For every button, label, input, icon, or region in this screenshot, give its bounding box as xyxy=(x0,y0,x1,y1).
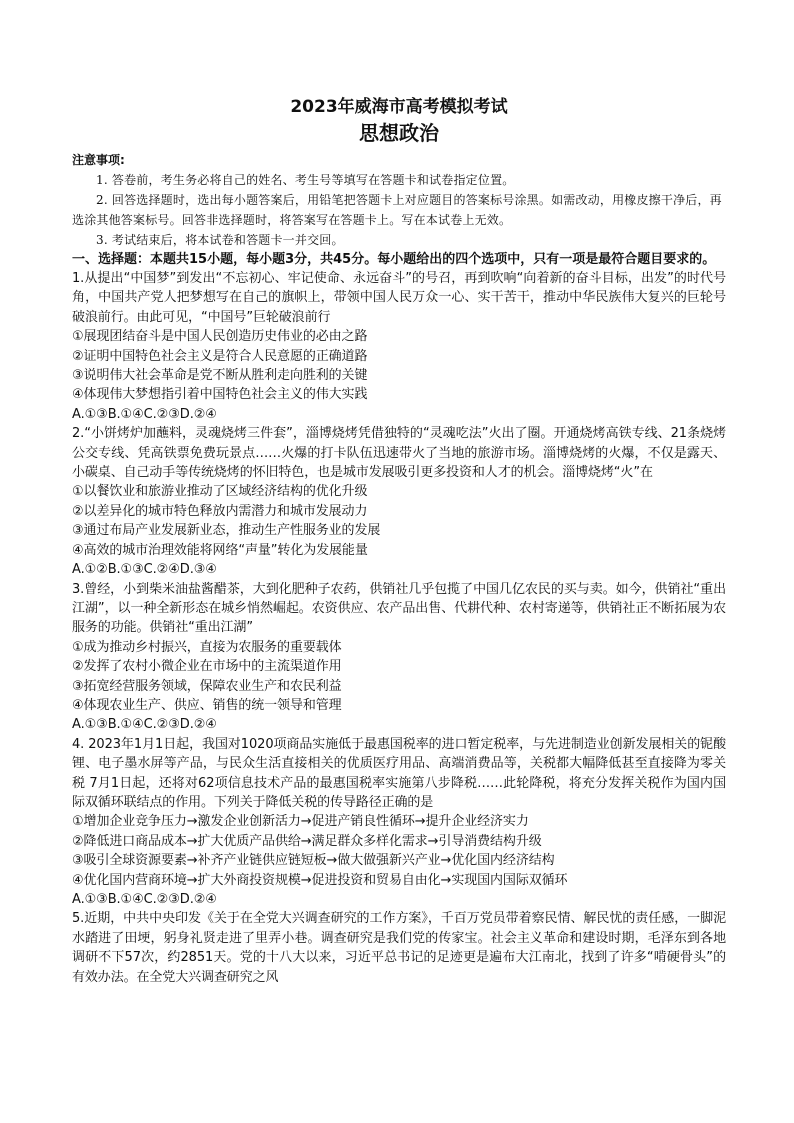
notice-heading: 注意事项: xyxy=(72,153,125,167)
question-option: ③说明伟大社会革命是党不断从胜利走向胜利的关键 xyxy=(72,368,368,384)
question-2 xyxy=(72,424,726,579)
question-3 xyxy=(72,580,726,735)
answer-choices: A.①②B.①③C.②④D.③④ xyxy=(72,562,217,578)
notice-item: 1. 答卷前，考生务必将自己的姓名、考生号等填写在答题卡和试卷指定位置。 xyxy=(96,173,515,187)
question-option: ①成为推动乡村振兴，直接为农服务的重要载体 xyxy=(72,639,342,655)
answer-choices: A.①③B.①④C.②③D.②④ xyxy=(72,406,217,422)
question-option: ③吸引全球资源要素→补齐产业链供应链短板→做大做强新兴产业→优化国内经济结构 xyxy=(72,853,555,869)
question-option: ②降低进口商品成本→扩大优质产品供给→满足群众多样化需求→引导消费结构升级 xyxy=(72,833,542,849)
answer-choices: A.①③B.①④C.②③D.②④ xyxy=(72,717,217,733)
section-heading: 一、选择题：本题共15小题，每小题3分，共45分。每小题给出的四个选项中，只有一项是最符合题目要求的。 xyxy=(72,252,716,267)
question-stem: 3.曾经，小到柴米油盐酱醋茶，大到化肥种子农药，供销社几乎包揽了中国几亿农民的买与卖。如今，供销社“重出江湖”，以一种全新形态在城乡悄然崛起。农资供应、农产品出售、代耕代种、农村寄递等，供销社正不断拓展为农服务的功能。供销社“重出江湖” xyxy=(72,581,726,636)
question-option: ③拓宽经营服务领域，保障农业生产和农民利益 xyxy=(72,678,342,694)
answer-choices: A.①③B.①④C.②③D.②④ xyxy=(72,892,217,907)
question-4 xyxy=(72,735,726,910)
exam-title: 2023年威海市高考模拟考试 xyxy=(290,97,508,117)
question-option: ②发挥了农村小微企业在市场中的主流渠道作用 xyxy=(72,659,342,675)
question-option: ④体现伟大梦想指引着中国特色社会主义的伟大实践 xyxy=(72,387,368,403)
notice-item: 3. 考试结束后，将本试卷和答题卡一并交回。 xyxy=(96,233,344,247)
question-option: ②以差异化的城市特色释放内需潜力和城市发展动力 xyxy=(72,503,368,519)
question-option: ③通过布局产业发展新业态，推动生产性服务业的发展 xyxy=(72,523,381,539)
question-stem: 1.从提出“中国梦”到发出“不忘初心、牢记使命、永远奋斗”的号召，再到吹响“向着新的奋斗目标，出发”的时代号角，中国共产党人把梦想写在自己的旗帜上，带领中国人民万众一心、实干苦干，推动中华民族伟大复兴的巨轮号破浪前行。由此可见，“中国号”巨轮破浪前行 xyxy=(72,271,726,325)
question-option: ④优化国内营商环境→扩大外商投资规模→促进投资和贸易自由化→实现国内国际双循环 xyxy=(72,872,568,888)
question-5 xyxy=(72,909,726,987)
question-option: ①展现团结奋斗是中国人民创造历史伟业的必由之路 xyxy=(72,329,368,345)
question-option: ①增加企业竞争压力→激发企业创新活力→促进产销良性循环→提升企业经济实力 xyxy=(72,814,529,830)
question-option: ④高效的城市治理效能将网络“声量”转化为发展能量 xyxy=(72,542,368,558)
question-1 xyxy=(72,269,726,424)
question-option: ①以餐饮业和旅游业推动了区域经济结构的优化升级 xyxy=(72,484,368,500)
question-stem: 2.“小饼烤炉加蘸料，灵魂烧烤三件套”，淄博烧烤凭借独特的“灵魂吃法”火出了圈。开通烧烤高铁专线、21条烧烤公交专线、凭高铁票免费玩景点……火爆的打卡队伍迅速带火了当地的旅游市场。淄博烧烤的火爆，不仅是露天、小碳桌、自己动手等传统烧烤的怀旧特色，也是城市发展吸引更多投资和人才的机会。淄博烧烤“火”在 xyxy=(72,426,726,481)
exam-subject: 思想政治 xyxy=(359,121,439,145)
exam-page xyxy=(72,96,726,987)
question-stem: 5.近期，中共中央印发《关于在全党大兴调查研究的工作方案》，千百万党员带着察民情、解民忧的责任感，一脚泥水踏进了田埂，躬身礼贤走进了里弄小巷。调查研究是我们党的传家宝。社会主义革命和建设时期，毛泽东到各地调研不下57次，约2851天。党的十八大以来，习近平总书记的足迹更是遍布大江南北，找到了许多“啃硬骨头”的有效办法。在全党大兴调查研究之风 xyxy=(72,911,726,985)
question-stem: 4. 2023年1月1日起，我国对1020项商品实施低于最惠国税率的进口暂定税率，与先进制造业创新发展相关的铌酸锂、电子墨水屏等产品，与民众生活直接相关的优质医疗用品、高端消费品等，关税都大幅降低甚至直接降为零关税 7月1日起，还将对62项信息技术产品的最惠国税率实施第八步降税……此轮降税，将充分发挥关税作为国内国际双循环联结点的作用。下列关于降低关税的传导路径正确的是 xyxy=(72,736,726,810)
question-option: ④体现农业生产、供应、销售的统一领导和管理 xyxy=(72,697,342,713)
notice-item: 2. 回答选择题时，选出每小题答案后，用铅笔把答题卡上对应题目的答案标号涂黑。如需改动，用橡皮擦干净后，再选涂其他答案标号。回答非选择题时，将答案写在答题卡上。写在本试卷上无效。 xyxy=(72,193,722,227)
question-option: ②证明中国特色社会主义是符合人民意愿的正确道路 xyxy=(72,348,368,364)
